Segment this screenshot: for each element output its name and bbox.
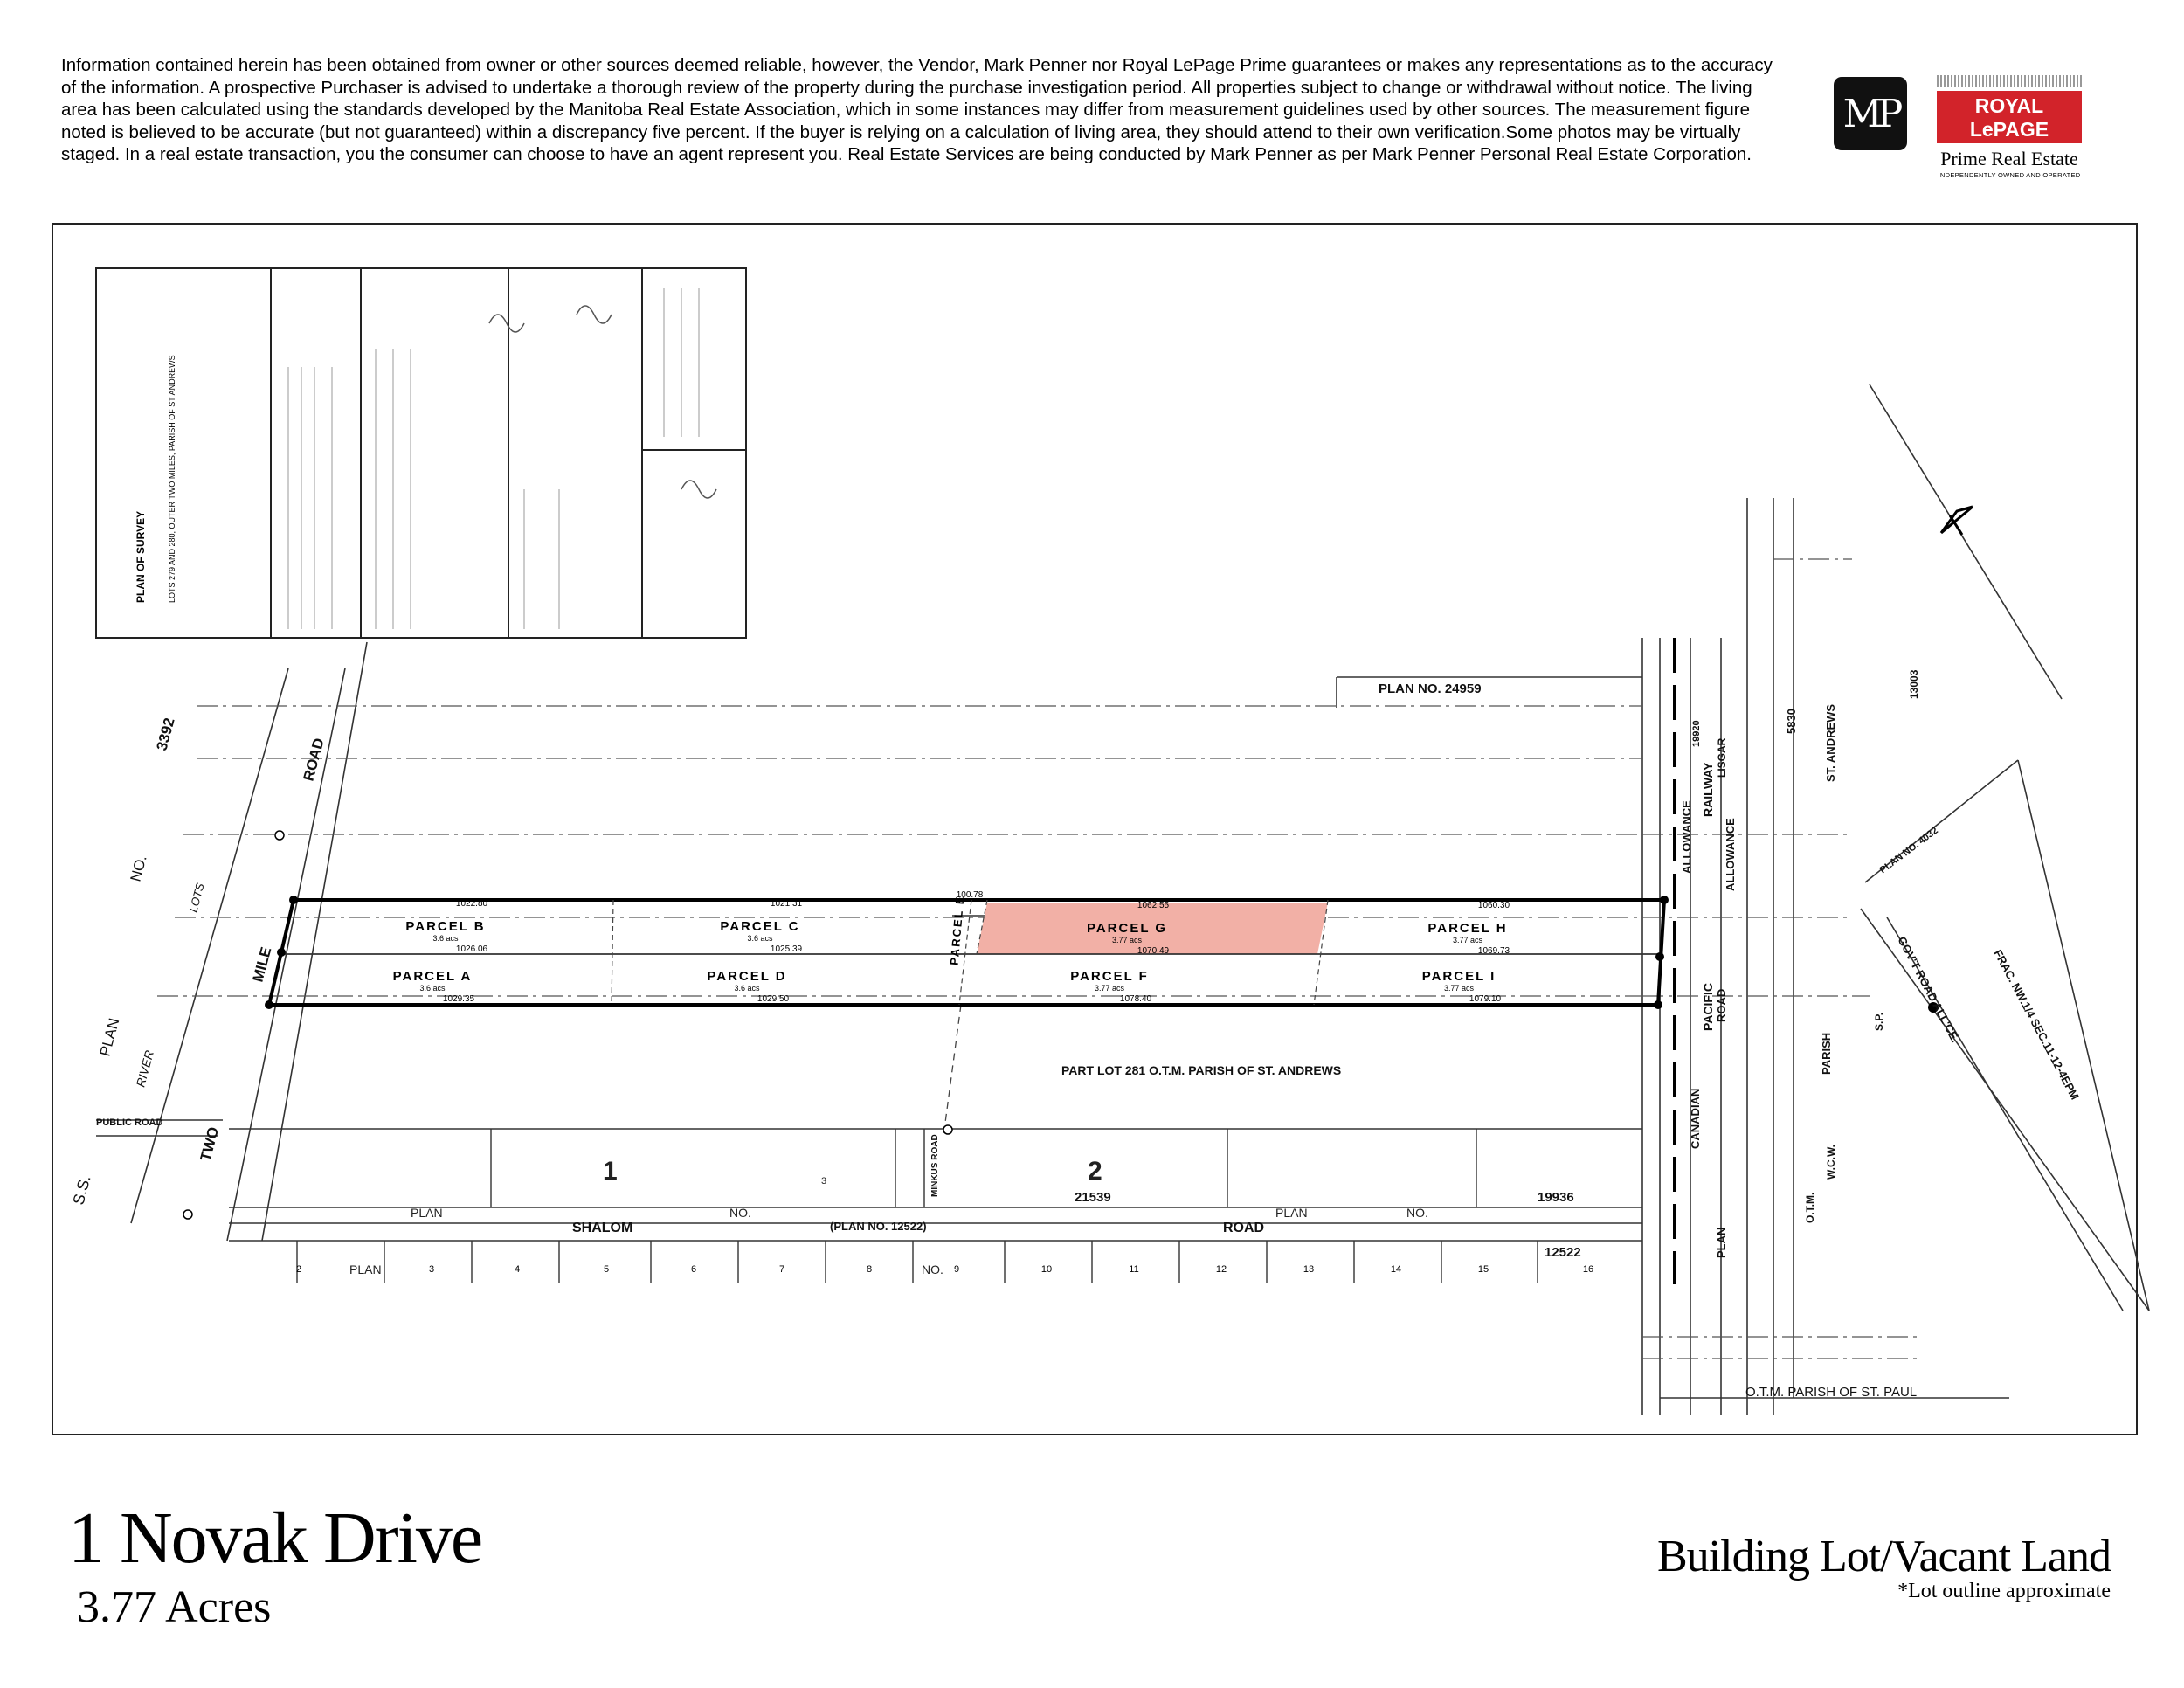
label-shalom: SHALOM <box>572 1221 633 1235</box>
label-13003: 13003 <box>1908 669 1920 699</box>
lot-number-4: 4 <box>514 1264 521 1275</box>
parcel-top-dim-2: 100.78 <box>956 890 984 900</box>
label-5830: 5830 <box>1785 709 1798 734</box>
dashed-tie-line <box>943 1005 961 1136</box>
label-road-east: ROAD <box>1715 988 1728 1022</box>
lot-number-12: 12 <box>1215 1264 1227 1275</box>
parcel-acres-5: 3.6 acs <box>419 984 446 993</box>
royal-lepage-wordmark: ROYAL LePAGE <box>1937 91 2082 143</box>
label-ss: S.S. <box>69 1173 94 1207</box>
label-lot-3: 3 <box>821 1176 827 1186</box>
parcel-acres-7: 3.77 acs <box>1094 984 1125 993</box>
label-frac-nw: FRAC. NW.1/4 SEC.11-12-4EPM <box>1991 947 2082 1103</box>
label-otm-st-paul: O.T.M. PARISH OF ST. PAUL <box>1745 1385 1918 1400</box>
label-plan-12522: (PLAN NO. 12522) <box>830 1220 927 1233</box>
lot-number-2: 2 <box>295 1264 302 1275</box>
label-3392: 3392 <box>153 716 178 753</box>
label-lisgar: LISGAR <box>1716 737 1728 778</box>
parcel-bottom-dim-4: 1069.73 <box>1477 946 1510 956</box>
label-river: RIVER <box>133 1048 156 1089</box>
parcel-name-8: PARCEL I <box>1421 969 1496 984</box>
label-pacific: PACIFIC <box>1701 983 1715 1031</box>
label-plan-4032: PLAN NO. 4032 <box>1877 825 1940 876</box>
parcel-acres-3: 3.77 acs <box>1111 936 1143 944</box>
lot-number-11: 11 <box>1129 1264 1139 1275</box>
label-minkus-road: MINKUS ROAD <box>930 1134 940 1197</box>
lot-number-5: 5 <box>603 1264 610 1275</box>
label-part-lot-281: PART LOT 281 O.T.M. PARISH OF ST. ANDREWS <box>1061 1063 1342 1077</box>
label-st-andrews: ST. ANDREWS <box>1824 703 1837 782</box>
property-note: *Lot outline approximate <box>1897 1580 2111 1602</box>
parcel-name-6: PARCEL D <box>707 969 787 984</box>
label-two: TWO <box>197 1124 223 1164</box>
parcel-bottom-dim-3: 1070.49 <box>1137 946 1170 956</box>
parcel-bottom-dim-0: 1026.06 <box>455 944 488 954</box>
label-public-road: PUBLIC ROAD <box>96 1117 163 1128</box>
parcel-name-0: PARCEL B <box>405 919 486 934</box>
parcel-bottom-dim-8: 1079.10 <box>1469 994 1502 1004</box>
lot-number-6: 6 <box>690 1264 697 1275</box>
lot-number-labels <box>296 1264 1593 1275</box>
lot-number-13: 13 <box>1303 1264 1315 1275</box>
parcel-top-dim-0: 1022.80 <box>455 899 488 909</box>
label-block-1: 1 <box>603 1157 618 1186</box>
label-no-3: NO. <box>922 1263 943 1276</box>
label-plan-3: PLAN <box>349 1263 382 1276</box>
parcel-bottom-dim-7: 1078.40 <box>1119 994 1152 1004</box>
north-arrow-icon <box>1941 507 1973 535</box>
survey-title-heading: PLAN OF SURVEY <box>135 510 147 603</box>
lot-number-8: 8 <box>866 1264 873 1275</box>
lot-number-10: 10 <box>1040 1264 1053 1275</box>
label-plan-2: PLAN <box>1275 1206 1308 1220</box>
parcel-name-3: PARCEL G <box>1086 921 1168 936</box>
label-plan-east: PLAN <box>1715 1227 1728 1258</box>
label-no-2: NO. <box>1406 1206 1428 1220</box>
label-govt-road: GOV'T ROAD ALL'CE. <box>1895 934 1962 1045</box>
parcel-name-7: PARCEL F <box>1070 969 1149 984</box>
label-plan-12522-b: 12522 <box>1545 1245 1581 1260</box>
parcel-name-5: PARCEL A <box>392 969 473 984</box>
label-road-west: ROAD <box>300 736 328 784</box>
label-plan-west: PLAN <box>96 1016 123 1059</box>
label-railway: RAILWAY <box>1701 762 1715 817</box>
parcel-name-1: PARCEL C <box>720 919 800 934</box>
parcel-acres-0: 3.6 acs <box>432 934 459 943</box>
label-allowance-2: ALLOWANCE <box>1724 818 1737 891</box>
survey-title-block <box>96 268 746 638</box>
label-lots: LOTS <box>186 882 207 914</box>
parcel-top-dim-3: 1062.55 <box>1137 901 1170 910</box>
parcel-bottom-dim-5: 1029.35 <box>442 994 475 1004</box>
label-plan-1: PLAN <box>411 1206 443 1220</box>
parcel-bottom-dim-6: 1029.50 <box>757 994 790 1004</box>
parcel-top-dim-4: 1060.30 <box>1477 901 1510 910</box>
label-canadian: CANADIAN <box>1689 1088 1702 1149</box>
label-block-2: 2 <box>1088 1157 1102 1186</box>
lot-number-14: 14 <box>1390 1264 1402 1275</box>
label-plan-19936: 19936 <box>1538 1190 1574 1205</box>
label-no-1: NO. <box>729 1206 751 1220</box>
label-plan-21539: 21539 <box>1075 1190 1111 1205</box>
property-title: 1 Novak Drive <box>68 1498 482 1579</box>
parcel-acres-8: 3.77 acs <box>1443 984 1475 993</box>
label-road-shalom: ROAD <box>1223 1221 1265 1235</box>
property-type: Building Lot/Vacant Land <box>1656 1532 2111 1581</box>
label-allowance: ALLOWANCE <box>1680 800 1693 874</box>
parcel-name-4: PARCEL H <box>1427 921 1508 936</box>
label-wcw: W.C.W. <box>1825 1145 1837 1180</box>
parcel-acres-6: 3.6 acs <box>734 984 760 993</box>
label-no-west: NO. <box>127 853 150 884</box>
parcel-acres-1: 3.6 acs <box>747 934 773 943</box>
lot-number-15: 15 <box>1477 1264 1489 1275</box>
label-otm: O.T.M. <box>1804 1192 1816 1223</box>
label-mile: MILE <box>249 944 275 985</box>
lot-number-7: 7 <box>778 1264 785 1275</box>
royal-lepage-subtitle: Prime Real Estate <box>1940 148 2078 169</box>
parcel-top-dim-1: 1021.31 <box>770 899 803 909</box>
property-acres: 3.77 Acres <box>77 1582 272 1632</box>
mark-penner-logo: MP <box>1834 77 1907 150</box>
lot-number-9: 9 <box>953 1264 960 1275</box>
royal-lepage-tagline: INDEPENDENTLY OWNED AND OPERATED <box>1938 171 2081 179</box>
survey-title-subheading: LOTS 279 AND 280, OUTER TWO MILES, PARISH OF ST ANDREWS <box>168 355 176 603</box>
parcel-name-2: PARCEL E <box>947 894 967 966</box>
label-sp: S.P. <box>1873 1012 1885 1031</box>
label-plan-24959: PLAN NO. 24959 <box>1379 681 1482 696</box>
lot-number-3: 3 <box>428 1264 435 1275</box>
disclaimer-text: Information contained herein has been obtained from owner or other sources deemed reliable, however, the Vendor, Mark Penner nor Royal LePage Prime guarantees or makes any representations as to the accuracy of the information. A prospective Purchaser is advised to undertake a thorough review of the property during the purchase investigation period. All properties subject to change or withdrawal without notice. The living area has been calculated using the standards developed by the Manitoba Real Estate Association, which in some instances may differ from measurement guidelines used by other sources. The measurement figure noted is believed to be accurate (but not guaranteed) within a discrepancy five percent. If the buyer is relying on a calculation of living area, they should attend to their own verification.Some photos may be virtually staged. In a real estate transaction, you the consumer can choose to have an agent represent you. Real Estate Services are being conducted by Mark Penner as per Mark Penner Personal Real Estate Corporation. <box>61 55 1773 165</box>
parcel-labels <box>393 890 1510 1004</box>
parcel-bottom-dim-1: 1025.39 <box>770 944 803 954</box>
parcel-acres-4: 3.77 acs <box>1452 936 1483 944</box>
label-parish: PARISH <box>1820 1032 1833 1075</box>
label-19920: 19920 <box>1691 720 1702 747</box>
lot-number-16: 16 <box>1582 1264 1594 1275</box>
